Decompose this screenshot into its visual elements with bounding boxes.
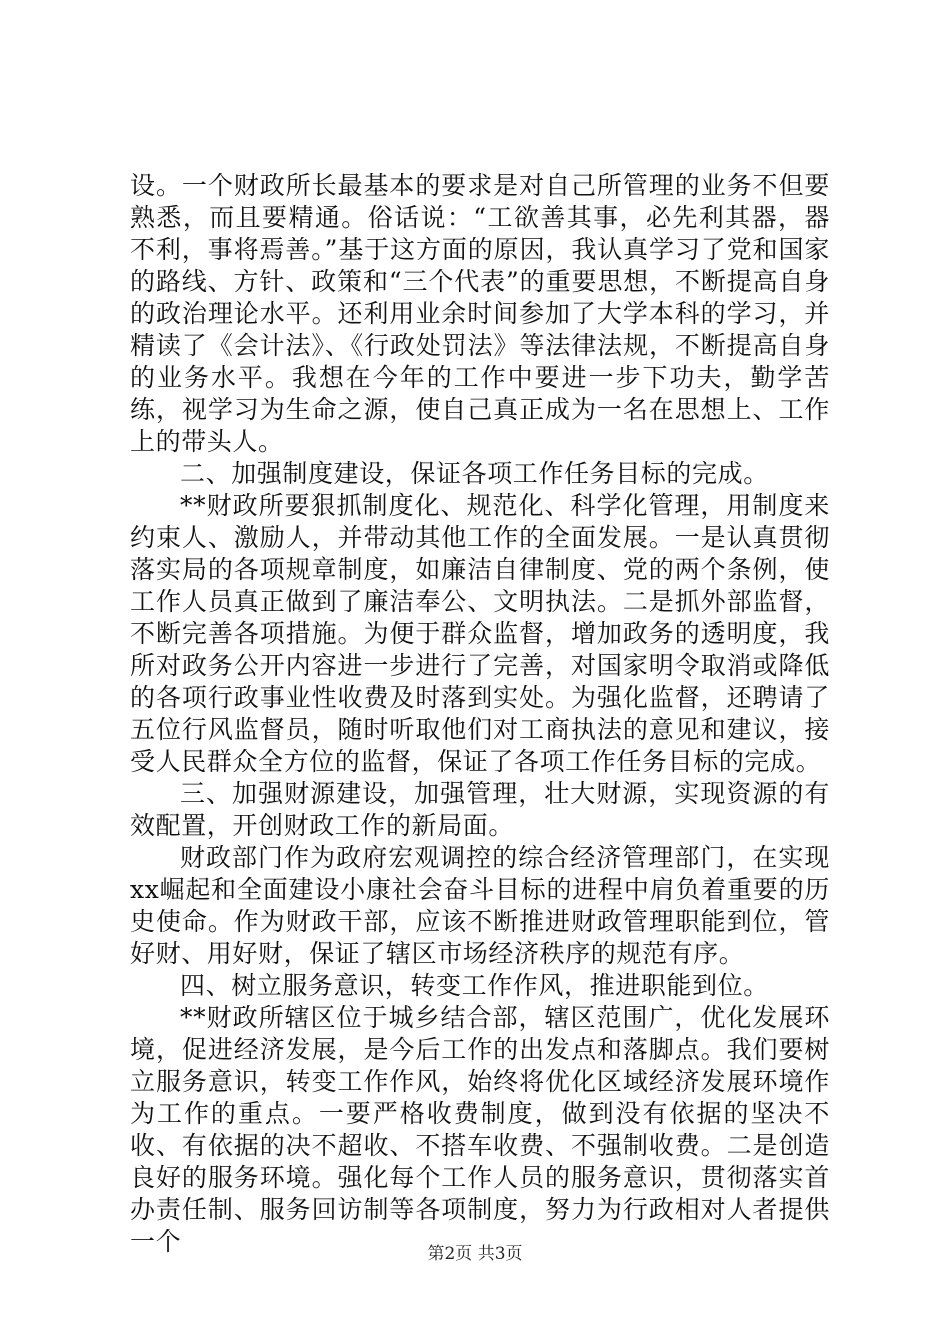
section-heading-4: 四、树立服务意识，转变工作作风，推进职能到位。 [180, 971, 769, 1000]
paragraph-1: 设。一个财政所长最基本的要求是对自己所管理的业务不但要熟悉，而且要精通。俗话说：“工欲善其事，必先利其器，器不利，事将焉善。”基于这方面的原因，我认真学习了党和国家的路线、方针、政策和“三个代表”的重要思想，不断提高自身的政治理论水平。还利用业余时间参加了大学本科的学习，并精读了《会计法》、《行政处罚法》等法律法规，不断提高自身的业务水平。我想在今年的工作中要进一步下功夫，勤学苦练，视学习为生命之源，使自己真正成为一名在思想上、工作上的带头人。 [130, 171, 830, 456]
paragraph-5: 财政部门作为政府宏观调控的综合经济管理部门，在实现xx崛起和全面建设小康社会奋斗目标的进程中肩负着重要的历史使命。作为财政干部，应该不断推进财政管理职能到位，管好财、用好财，保证了辖区市场经济秩序的规范有序。 [130, 843, 830, 968]
section-heading-3: 三、加强财源建设，加强管理，壮大财源，实现资源的有效配置，开创财政工作的新局面。 [130, 779, 830, 840]
paragraph-7: **财政所辖区位于城乡结合部，辖区范围广，优化发展环境，促进经济发展，是今后工作的出发点和落脚点。我们要树立服务意识，转变工作作风，始终将优化区域经济发展环境作为工作的重点。一要严格收费制度，做到没有依据的坚决不收、有依据的决不超收、不搭车收费、不强制收费。二是创造良好的服务环境。强化每个工作人员的服务意识，贯彻落实首办责任制、服务回访制等各项制度，努力为行政相对人者提供一个 [130, 1003, 830, 1256]
document-body [130, 170, 830, 1258]
section-heading-2: 二、加强制度建设，保证各项工作任务目标的完成。 [180, 459, 769, 488]
page-number-footer: 第2页 共3页 [427, 1244, 523, 1264]
paragraph-3: **财政所要狠抓制度化、规范化、科学化管理，用制度来约束人、激励人，并带动其他工作的全面发展。一是认真贯彻落实局的各项规章制度，如廉洁自律制度、党的两个条例，使工作人员真正做到了廉洁奉公、文明执法。二是抓外部监督，不断完善各项措施。为便于群众监督，增加政务的透明度，我所对政务公开内容进一步进行了完善，对国家明令取消或降低的各项行政事业性收费及时落到实处。为强化监督，还聘请了五位行风监督员，随时听取他们对工商执法的意见和建议，接受人民群众全方位的监督，保证了各项工作任务目标的完成。 [130, 491, 830, 776]
